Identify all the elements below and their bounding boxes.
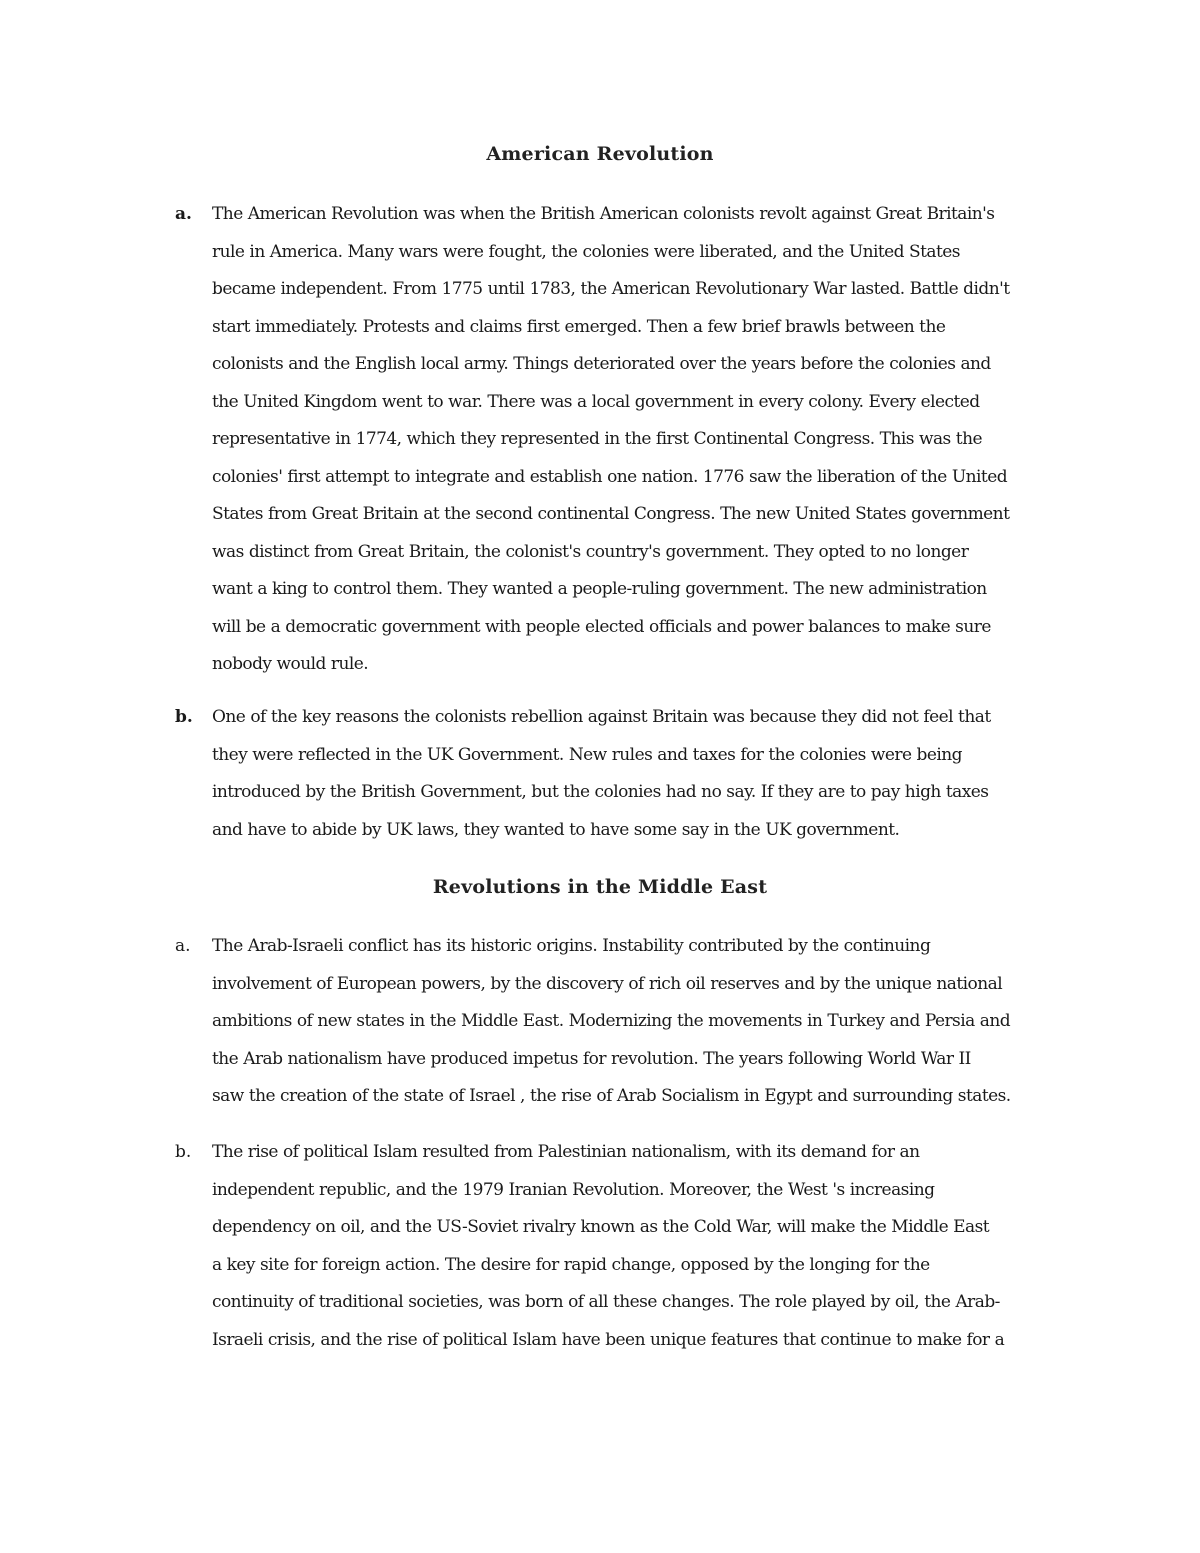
text-line: Israeli crisis, and the rise of political Islam have been unique features that continue to make for a [212,1329,1005,1350]
list-marker: b. [175,707,193,727]
list-marker: b. [175,1142,192,1162]
text-line: dependency on oil, and the US-Soviet rivalry known as the Cold War, will make the Middle East [212,1217,990,1237]
section-heading-middle-east: Revolutions in the Middle East [432,876,768,898]
text-line: rule in America. Many wars were fought, the colonies were liberated, and the United States [212,241,960,262]
text-line: representative in 1774, which they represented in the first Continental Congress. This was the [212,429,982,449]
text-line: want a king to control them. They wanted a people-ruling government. The new administration [212,579,987,599]
text-line: will be a democratic government with people elected officials and power balances to make sure [212,616,991,637]
text-line: and have to abide by UK laws, they wanted to have some say in the UK government. [212,819,900,840]
text-line: was distinct from Great Britain, the colonist's country's government. They opted to no longer [212,541,969,562]
text-line: involvement of European powers, by the discovery of rich oil reserves and by the unique national [212,973,1003,994]
text-line: they were reflected in the UK Government. New rules and taxes for the colonies were being [212,744,962,765]
text-line: start immediately. Protests and claims first emerged. Then a few brief brawls between the [212,316,946,337]
text-line: nobody would rule. [212,654,369,674]
text-line: continuity of traditional societies, was born of all these changes. The role played by oil, the Arab- [212,1292,1000,1312]
paragraph-text [212,196,1075,684]
paragraph-text [212,928,1075,1116]
paragraph-text [212,699,1075,849]
list-marker: a. [175,936,191,956]
text-line: colonists and the English local army. Things deteriorated over the years before the colonies and [212,354,991,374]
text-line: introduced by the British Government, but the colonies had no say. If they are to pay high taxes [212,782,989,802]
section-heading-american-revolution: American Revolution [486,143,714,165]
text-line: States from Great Britain at the second continental Congress. The new United States government [212,504,1010,524]
text-line: One of the key reasons the colonists rebellion against Britain was because they did not feel that [212,707,991,727]
text-line: became independent. From 1775 until 1783, the American Revolutionary War lasted. Battle didn't [212,279,1010,299]
text-line: ambitions of new states in the Middle East. Modernizing the movements in Turkey and Persia and [212,1011,1011,1031]
text-line: independent republic, and the 1979 Iranian Revolution. Moreover, the West 's increasing [212,1179,935,1200]
text-line: The rise of political Islam resulted from Palestinian nationalism, with its demand for an [212,1142,920,1162]
list-marker: a. [175,204,192,224]
text-line: The American Revolution was when the British American colonists revolt against Great Britain's [212,204,995,224]
text-line: colonies' first attempt to integrate and establish one nation. 1776 saw the liberation of the United [212,466,1008,487]
text-line: a key site for foreign action. The desire for rapid change, opposed by the longing for the [212,1254,930,1275]
text-line: the Arab nationalism have produced impetus for revolution. The years following World War II [212,1048,971,1069]
text-line: saw the creation of the state of Israel , the rise of Arab Socialism in Egypt and surrounding states. [212,1086,1011,1106]
text-line: The Arab-Israeli conflict has its historic origins. Instability contributed by the continuing [212,936,931,956]
paragraph-text [212,1134,1075,1359]
text-line: the United Kingdom went to war. There was a local government in every colony. Every elected [212,391,980,412]
